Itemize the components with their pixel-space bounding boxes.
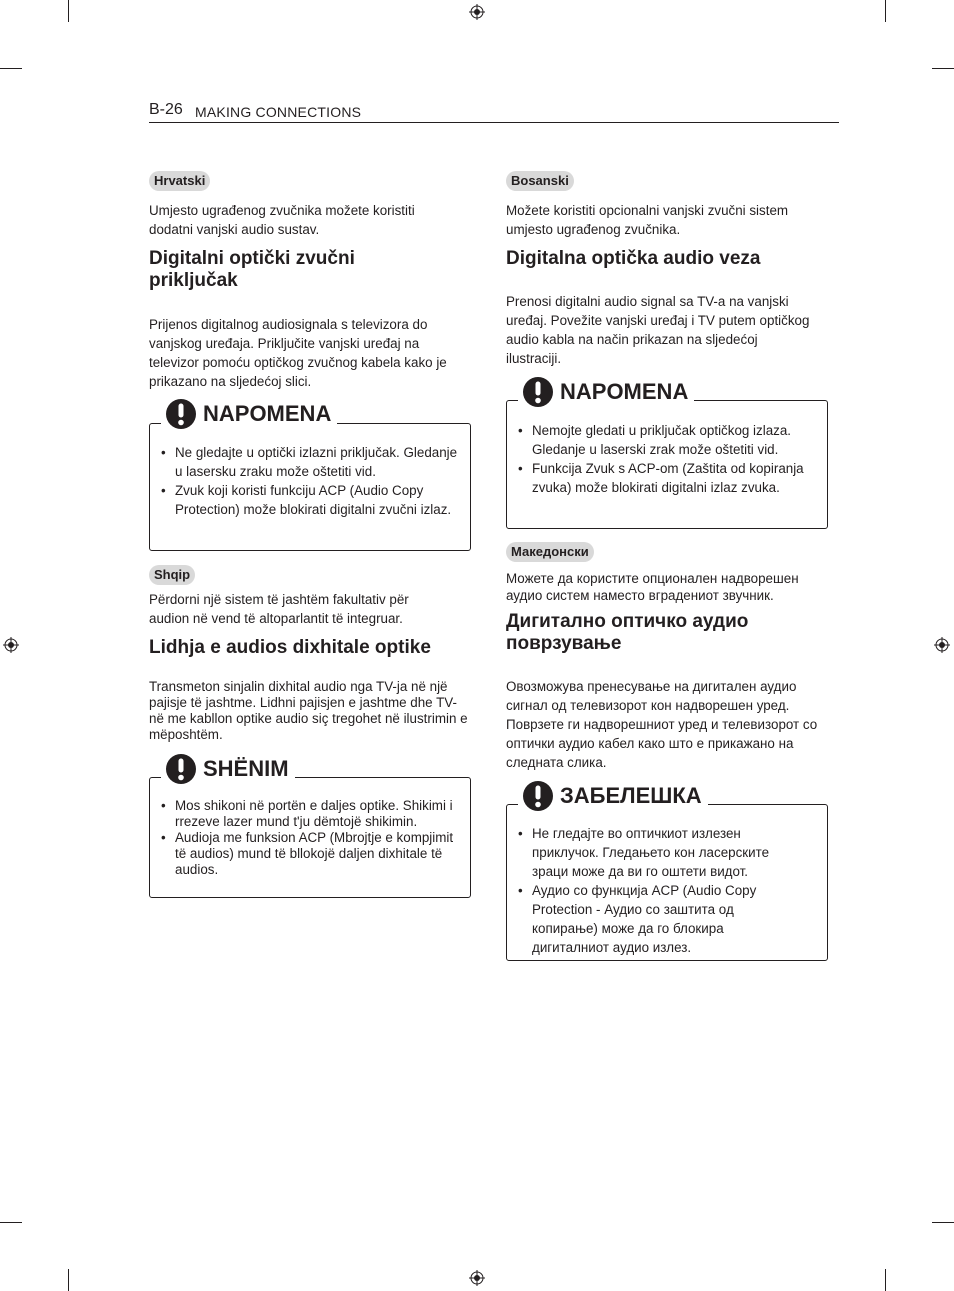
crop-mark <box>932 68 954 69</box>
note-list <box>161 798 461 878</box>
note-box <box>506 780 828 961</box>
note-box <box>149 398 471 551</box>
exclamation-circle-icon <box>165 398 197 430</box>
note-box <box>149 753 471 898</box>
note-box <box>506 376 828 529</box>
exclamation-circle-icon <box>522 780 554 812</box>
crop-mark <box>885 1269 886 1291</box>
note-item: • Не гледајте во оптичкиот излезен приклучок. Гледањето кон ласерските зраци може да ви го оштети видот. <box>518 824 778 881</box>
note-item: • Ne gledajte u optički izlazni priključak. Gledanje u lasersku zraku može oštetiti vid. <box>161 443 461 481</box>
page-number: B-26 <box>149 101 183 118</box>
registration-mark-icon <box>469 1270 485 1286</box>
header-divider <box>149 122 839 123</box>
intro-text: Можете да користите опционален надворешен аудио систем наместо вградениот звучник. <box>506 571 799 603</box>
section-title: MAKING CONNECTIONS <box>195 104 362 120</box>
registration-mark-icon <box>469 4 485 20</box>
lang-badge-bosanski: Bosanski <box>506 171 574 191</box>
intro-text: Përdorni një sistem të jashtëm fakultativ për audion në vend të altoparlantit të integruar. <box>149 592 409 626</box>
description-text: Овозможува пренесување на дигитален аудио сигнал од телевизорот кон надворешен уред. Поврзете ги надворешниот уред и телевизорот со оптички аудио кабел како што е прикажано на следната слика. <box>506 679 818 770</box>
note-item: • Audioja me funksion ACP (Mbrojtje e kompjimit të audios) mund të bllokojë daljen dixhitale të audios. <box>161 830 461 878</box>
description-text: Transmeton sinjalin dixhital audio nga TV-ja në një pajisje të jashtme. Lidhni pajisjen e jashtme dhe TV-në me kabllon optike audio siç tregohet në ilustrimin e mëposhtëm. <box>149 679 468 742</box>
crop-mark <box>932 1222 954 1223</box>
crop-mark <box>68 1269 69 1291</box>
lang-badge-hrvatski: Hrvatski <box>149 171 210 191</box>
note-title: NAPOMENA <box>203 401 332 426</box>
registration-mark-icon <box>3 637 19 653</box>
intro-text: Umjesto ugrađenog zvučnika možete koristiti dodatni vanjski audio sustav. <box>149 203 415 237</box>
description-text: Prijenos digitalnog audiosignala s televizora do vanjskog uređaja. Priključite vanjski uređaj na televizor pomoću optičkog zvučnog kabela kako je prikazano na sljedećoj slici. <box>149 317 447 389</box>
note-title: NAPOMENA <box>560 379 689 404</box>
intro-text: Možete koristiti opcionalni vanjski zvučni sistem umjesto ugrađenog zvučnika. <box>506 203 789 237</box>
description-text: Prenosi digitalni audio signal sa TV-a na vanjski uređaj. Povežite vanjski uređaj i TV putem optičkog audio kabla na način prikazan na sljedećoj ilustraciji. <box>506 294 810 366</box>
note-item: • Аудио со функција ACP (Audio Copy Protection - Аудио со заштита од копирање) може да го блокира дигиталниот аудио излез. <box>518 881 778 957</box>
lang-badge-makedonski: Македонски <box>506 542 594 562</box>
note-title: SHËNIM <box>203 756 289 781</box>
registration-mark-icon <box>934 637 950 653</box>
note-list <box>161 443 461 519</box>
section-heading: Digitalna optička audio veza <box>506 248 761 269</box>
crop-mark <box>0 68 22 69</box>
section-heading: Дигитално оптичко аудио поврзување <box>506 611 749 654</box>
crop-mark <box>68 0 69 22</box>
note-item: • Zvuk koji koristi funkciju ACP (Audio Copy Protection) može blokirati digitalni zvučni izlaz. <box>161 481 461 519</box>
note-list <box>518 824 778 957</box>
crop-mark <box>885 0 886 22</box>
note-item: • Funkcija Zvuk s ACP-om (Zaštita od kopiranja zvuka) može blokirati digitalni izlaz zvuka. <box>518 459 818 497</box>
lang-badge-shqip: Shqip <box>149 565 195 585</box>
note-item: • Mos shikoni në portën e daljes optike. Shikimi i rrezeve lazer mund t'ju dëmtojë shikimin. <box>161 798 461 830</box>
section-heading: Digitalni optički zvučni priključak <box>149 248 355 291</box>
note-title: ЗАБЕЛЕШКА <box>560 783 702 808</box>
note-item: • Nemojte gledati u priključak optičkog izlaza. Gledanje u laserski zrak može oštetiti vid. <box>518 421 818 459</box>
note-list <box>518 421 818 497</box>
section-heading: Lidhja e audios dixhitale optike <box>149 637 431 658</box>
exclamation-circle-icon <box>522 376 554 408</box>
exclamation-circle-icon <box>165 753 197 785</box>
crop-mark <box>0 1222 22 1223</box>
